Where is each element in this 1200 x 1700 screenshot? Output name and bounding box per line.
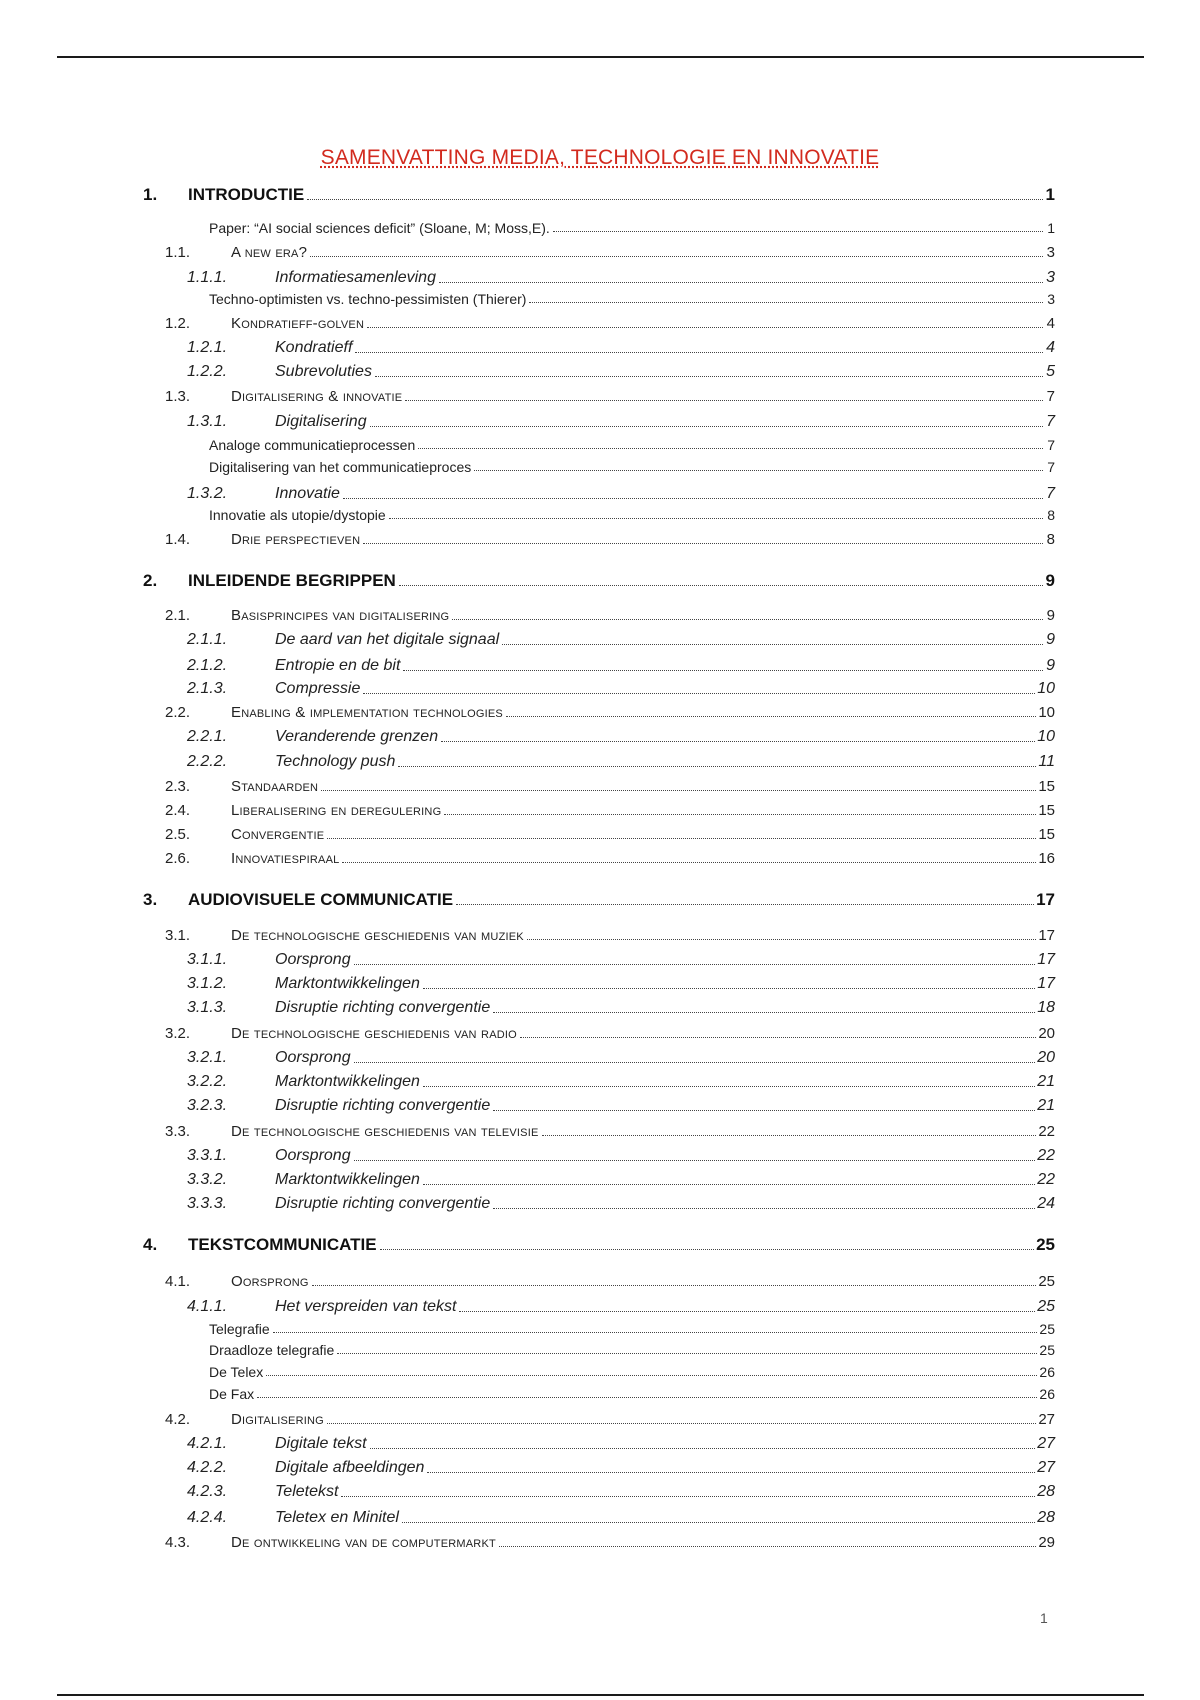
- toc-entry[interactable]: [187, 658, 1055, 674]
- toc-entry-page: 21: [1037, 1097, 1055, 1114]
- toc-dot-leader: [310, 255, 1043, 257]
- toc-entry-title: De Telex: [209, 1364, 264, 1380]
- toc-dot-leader: [402, 1521, 1035, 1523]
- toc-entry-page: 7: [1047, 437, 1055, 453]
- toc-entry-number: 3.3.: [165, 1123, 191, 1140]
- toc-entry-page: 22: [1037, 1171, 1055, 1188]
- toc-entry[interactable]: [187, 1484, 1055, 1500]
- toc-entry-title: De technologische geschiedenis van televisie: [231, 1123, 539, 1140]
- toc-entry-title: Subrevoluties: [275, 363, 372, 380]
- toc-entry-number: 2.4.: [165, 802, 191, 819]
- toc-dot-leader: [493, 1011, 1035, 1013]
- header-rule: [57, 56, 1144, 58]
- toc-entry-title: Veranderende grenzen: [275, 728, 439, 745]
- toc-entry[interactable]: [143, 186, 1055, 203]
- toc-entry-title: Kondratieff: [275, 339, 353, 356]
- toc-entry-page: 8: [1046, 531, 1055, 548]
- toc-dot-leader: [441, 740, 1035, 742]
- toc-entry-number: 4.1.: [165, 1273, 191, 1290]
- toc-entry[interactable]: [187, 1436, 1055, 1452]
- toc-entry-title: Innovatie: [275, 485, 340, 502]
- toc-entry[interactable]: [209, 221, 1055, 235]
- toc-entry[interactable]: [187, 1196, 1055, 1212]
- toc-entry-number: 2.: [143, 571, 158, 590]
- toc-entry-page: 11: [1038, 753, 1055, 770]
- toc-entry-title: De ontwikkeling van de computermarkt: [231, 1534, 496, 1551]
- toc-entry-page: 3: [1046, 244, 1055, 261]
- toc-dot-leader: [423, 1183, 1035, 1185]
- toc-entry-page: 18: [1037, 999, 1055, 1016]
- toc-entry-page: 5: [1046, 363, 1055, 380]
- toc-dot-leader: [502, 643, 1043, 645]
- toc-entry-title: TEKSTCOMMUNICATIE: [188, 1235, 377, 1254]
- toc-dot-leader: [506, 715, 1036, 717]
- toc-entry-page: 28: [1037, 1483, 1055, 1500]
- toc-entry[interactable]: [143, 1236, 1055, 1253]
- toc-entry-number: 3.2.2.: [187, 1073, 228, 1090]
- toc-entry-number: 2.1.3.: [187, 680, 228, 697]
- toc-entry-title: Liberalisering en deregulering: [231, 802, 442, 819]
- toc-entry-page: 17: [1036, 890, 1055, 909]
- toc-entry-title: INTRODUCTIE: [188, 185, 305, 204]
- toc-entry[interactable]: [187, 1050, 1055, 1066]
- toc-entry-number: 4.2.1.: [187, 1435, 228, 1452]
- toc-entry-title: Basisprincipes van digitalisering: [231, 607, 450, 624]
- toc-entry-page: 24: [1037, 1195, 1055, 1212]
- toc-dot-leader: [418, 447, 1043, 449]
- toc-entry-number: 2.6.: [165, 850, 191, 867]
- toc-entry-number: 1.1.: [165, 244, 191, 261]
- toc-dot-leader: [354, 1061, 1036, 1063]
- toc-entry-title: Informatiesamenleving: [275, 269, 436, 286]
- toc-entry-title: Teletex en Minitel: [275, 1509, 399, 1526]
- toc-entry-title: Digitalisering: [275, 413, 367, 430]
- toc-entry-page: 15: [1038, 802, 1055, 819]
- toc-entry-title: Enabling & implementation technologies: [231, 704, 503, 721]
- toc-entry-title: Teletekst: [275, 1483, 339, 1500]
- toc-entry-page: 15: [1038, 826, 1055, 843]
- toc-entry-page: 4: [1046, 315, 1055, 332]
- toc-entry-title: A new era?: [231, 244, 308, 261]
- toc-entry-page: 25: [1038, 1273, 1055, 1290]
- toc-entry-page: 26: [1039, 1386, 1055, 1402]
- toc-entry-number: 3.1.: [165, 927, 191, 944]
- toc-entry[interactable]: [187, 1460, 1055, 1476]
- toc-entry-title: Innovatiespiraal: [231, 850, 340, 867]
- toc-dot-leader: [354, 963, 1036, 965]
- toc-dot-leader: [363, 542, 1043, 544]
- toc-entry[interactable]: [187, 1172, 1055, 1188]
- toc-dot-leader: [444, 813, 1036, 815]
- toc-entry-title: Draadloze telegrafie: [209, 1342, 335, 1358]
- toc-entry-number: 1.2.2.: [187, 363, 228, 380]
- toc-entry-title: Disruptie richting convergentie: [275, 1195, 491, 1212]
- toc-entry-page: 7: [1046, 485, 1055, 502]
- toc-entry[interactable]: [187, 270, 1055, 286]
- toc-entry-title: Technology push: [275, 753, 396, 770]
- toc-entry[interactable]: [187, 952, 1055, 968]
- toc-entry-title: Marktontwikkelingen: [275, 1073, 420, 1090]
- toc-entry[interactable]: [165, 827, 1055, 842]
- toc-entry[interactable]: [209, 292, 1055, 306]
- toc-dot-leader: [456, 903, 1034, 905]
- toc-entry-title: Het verspreiden van tekst: [275, 1298, 457, 1315]
- toc-entry-title: De Fax: [209, 1386, 255, 1402]
- toc-entry[interactable]: [209, 1365, 1055, 1379]
- toc-entry-number: 1.2.1.: [187, 339, 228, 356]
- toc-entry-title: Oorsprong: [275, 1049, 351, 1066]
- toc-entry-title: Digitale afbeeldingen: [275, 1459, 425, 1476]
- toc-entry[interactable]: [187, 486, 1055, 502]
- toc-dot-leader: [341, 1495, 1035, 1497]
- toc-entry-page: 25: [1039, 1321, 1055, 1337]
- toc-entry-title: Oorsprong: [275, 951, 351, 968]
- toc-entry-number: 3.3.1.: [187, 1147, 228, 1164]
- toc-entry-number: 3.3.3.: [187, 1195, 228, 1212]
- toc-entry[interactable]: [187, 414, 1055, 430]
- toc-entry-page: 21: [1037, 1073, 1055, 1090]
- toc-entry-number: 3.1.1.: [187, 951, 228, 968]
- toc-entry-page: 15: [1038, 778, 1055, 795]
- toc-entry-page: 20: [1038, 1025, 1055, 1042]
- toc-entry-title: De aard van het digitale signaal: [275, 631, 500, 648]
- toc-dot-leader: [403, 669, 1043, 671]
- toc-entry[interactable]: [165, 316, 1055, 331]
- toc-entry-number: 1.3.: [165, 388, 191, 405]
- toc-entry-title: Compressie: [275, 680, 361, 697]
- toc-entry[interactable]: [187, 754, 1055, 770]
- toc-entry[interactable]: [165, 1535, 1055, 1550]
- toc-dot-leader: [423, 987, 1035, 989]
- toc-entry-number: 3.3.2.: [187, 1171, 228, 1188]
- toc-entry-title: Entropie en de bit: [275, 657, 401, 674]
- toc-entry[interactable]: [187, 1074, 1055, 1090]
- toc-entry-page: 9: [1045, 571, 1055, 590]
- toc-entry-title: Digitalisering: [231, 1411, 324, 1428]
- toc-entry[interactable]: [209, 1387, 1055, 1401]
- toc-dot-leader: [367, 326, 1043, 328]
- toc-entry-title: Digitalisering van het communicatieproces: [209, 459, 472, 475]
- toc-entry-page: 26: [1039, 1364, 1055, 1380]
- toc-entry-page: 10: [1037, 728, 1055, 745]
- toc-entry-title: Drie perspectieven: [231, 531, 361, 548]
- toc-entry[interactable]: [165, 245, 1055, 260]
- toc-dot-leader: [493, 1207, 1035, 1209]
- toc-dot-leader: [307, 198, 1043, 200]
- document-title: SAMENVATTING MEDIA, TECHNOLOGIE EN INNOVATIE: [320, 146, 880, 169]
- toc-entry-title: Disruptie richting convergentie: [275, 999, 491, 1016]
- toc-dot-leader: [427, 1471, 1035, 1473]
- toc-entry-page: 9: [1046, 607, 1055, 624]
- toc-entry[interactable]: [165, 532, 1055, 547]
- toc-entry[interactable]: [165, 1274, 1055, 1289]
- toc-entry[interactable]: [165, 1412, 1055, 1427]
- toc-entry[interactable]: [165, 928, 1055, 943]
- toc-entry-title: Digitale tekst: [275, 1435, 367, 1452]
- toc-entry[interactable]: [143, 572, 1055, 589]
- toc-dot-leader: [343, 497, 1043, 499]
- toc-dot-leader: [321, 789, 1036, 791]
- toc-entry[interactable]: [165, 705, 1055, 720]
- toc-entry-page: 3: [1047, 291, 1055, 307]
- toc-entry-number: 1.4.: [165, 531, 191, 548]
- toc-entry[interactable]: [165, 1124, 1055, 1139]
- toc-entry-number: 4.1.1.: [187, 1298, 228, 1315]
- toc-dot-leader: [257, 1396, 1037, 1398]
- page-number: 1: [1040, 1610, 1048, 1626]
- toc-dot-leader: [327, 1422, 1036, 1424]
- toc-entry-title: De technologische geschiedenis van radio: [231, 1025, 517, 1042]
- toc-entry-page: 17: [1037, 951, 1055, 968]
- toc-entry-title: Innovatie als utopie/dystopie: [209, 507, 386, 523]
- toc-entry-number: 3.2.: [165, 1025, 191, 1042]
- toc-entry-title: Marktontwikkelingen: [275, 1171, 420, 1188]
- toc-entry-title: Digitalisering & innovatie: [231, 388, 403, 405]
- toc-entry-page: 10: [1038, 704, 1055, 721]
- toc-entry-number: 4.: [143, 1235, 158, 1254]
- toc-dot-leader: [405, 399, 1043, 401]
- toc-dot-leader: [380, 1248, 1035, 1250]
- toc-entry-number: 4.2.2.: [187, 1459, 228, 1476]
- toc-entry[interactable]: [187, 729, 1055, 745]
- toc-entry-page: 22: [1037, 1147, 1055, 1164]
- toc-entry-number: 2.1.: [165, 607, 191, 624]
- toc-dot-leader: [354, 1159, 1036, 1161]
- toc-dot-leader: [375, 375, 1043, 377]
- toc-entry-page: 16: [1038, 850, 1055, 867]
- toc-entry-page: 25: [1036, 1235, 1055, 1254]
- toc-entry[interactable]: [187, 1510, 1055, 1526]
- toc-entry-page: 1: [1047, 220, 1055, 236]
- toc-dot-leader: [342, 861, 1036, 863]
- toc-entry[interactable]: [187, 681, 1055, 697]
- toc-entry-page: 27: [1037, 1459, 1055, 1476]
- toc-entry-title: De technologische geschiedenis van muziek: [231, 927, 524, 944]
- toc-entry-title: INLEIDENDE BEGRIPPEN: [188, 571, 396, 590]
- toc-entry-page: 25: [1037, 1298, 1055, 1315]
- toc-entry-page: 27: [1037, 1435, 1055, 1452]
- toc-dot-leader: [542, 1134, 1037, 1136]
- toc-dot-leader: [399, 584, 1043, 586]
- toc-entry-title: Paper: “AI social sciences deficit” (Sloane, M; Moss,E).: [209, 220, 550, 236]
- toc-entry-page: 22: [1038, 1123, 1055, 1140]
- toc-entry-number: 2.1.2.: [187, 657, 228, 674]
- toc-entry-number: 2.3.: [165, 778, 191, 795]
- toc-entry-title: Techno-optimisten vs. techno-pessimisten (Thierer): [209, 291, 527, 307]
- toc-entry-page: 4: [1046, 339, 1055, 356]
- footer-rule: [57, 1694, 1144, 1696]
- toc-entry-number: 4.3.: [165, 1534, 191, 1551]
- toc-dot-leader: [553, 230, 1043, 232]
- toc-entry-page: 7: [1046, 413, 1055, 430]
- toc-entry-title: Convergentie: [231, 826, 325, 843]
- toc-entry-title: Telegrafie: [209, 1321, 270, 1337]
- toc-entry[interactable]: [209, 460, 1055, 474]
- toc-entry-number: 2.1.1.: [187, 631, 228, 648]
- toc-dot-leader: [499, 1545, 1036, 1547]
- toc-entry-title: Oorsprong: [275, 1147, 351, 1164]
- toc-entry-title: Kondratieff-golven: [231, 315, 365, 332]
- toc-dot-leader: [452, 618, 1043, 620]
- toc-entry[interactable]: [187, 340, 1055, 356]
- toc-entry-number: 3.2.3.: [187, 1097, 228, 1114]
- toc-entry-page: 7: [1046, 388, 1055, 405]
- toc-entry-page: 27: [1038, 1411, 1055, 1428]
- toc-entry-page: 9: [1046, 657, 1055, 674]
- toc-entry[interactable]: [165, 1026, 1055, 1041]
- toc-dot-leader: [312, 1284, 1037, 1286]
- toc-dot-leader: [337, 1352, 1037, 1354]
- toc-entry[interactable]: [187, 364, 1055, 380]
- toc-entry[interactable]: [187, 1098, 1055, 1114]
- toc-entry-page: 9: [1046, 631, 1055, 648]
- toc-dot-leader: [370, 425, 1043, 427]
- toc-entry-number: 1.1.1.: [187, 269, 228, 286]
- toc-dot-leader: [459, 1310, 1035, 1312]
- toc-entry-page: 29: [1038, 1534, 1055, 1551]
- toc-entry[interactable]: [187, 1000, 1055, 1016]
- toc-entry[interactable]: [187, 632, 1055, 648]
- toc-entry-number: 2.2.: [165, 704, 191, 721]
- toc-entry[interactable]: [165, 779, 1055, 794]
- toc-dot-leader: [527, 938, 1036, 940]
- toc-dot-leader: [363, 692, 1035, 694]
- toc-entry-number: 2.5.: [165, 826, 191, 843]
- toc-entry-page: 17: [1038, 927, 1055, 944]
- toc-entry[interactable]: [165, 608, 1055, 623]
- toc-entry-number: 1.3.1.: [187, 413, 228, 430]
- toc-entry[interactable]: [165, 389, 1055, 404]
- toc-entry-number: 1.: [143, 185, 158, 204]
- toc-entry-page: 17: [1037, 975, 1055, 992]
- toc-entry-page: 25: [1039, 1342, 1055, 1358]
- toc-entry[interactable]: [209, 1343, 1055, 1357]
- toc-dot-leader: [266, 1374, 1037, 1376]
- toc-dot-leader: [389, 517, 1043, 519]
- toc-entry[interactable]: [209, 438, 1055, 452]
- toc-dot-leader: [493, 1109, 1035, 1111]
- toc-entry-page: 10: [1037, 680, 1055, 697]
- toc-entry[interactable]: [187, 976, 1055, 992]
- toc-entry-number: 2.2.1.: [187, 728, 228, 745]
- toc-entry-number: 3.2.1.: [187, 1049, 228, 1066]
- toc-entry-page: 8: [1047, 507, 1055, 523]
- toc-entry-page: 28: [1037, 1509, 1055, 1526]
- toc-entry-title: Standaarden: [231, 778, 319, 795]
- toc-dot-leader: [520, 1036, 1036, 1038]
- toc-dot-leader: [398, 765, 1036, 767]
- toc-entry-number: 4.2.4.: [187, 1509, 228, 1526]
- toc-entry-page: 1: [1045, 185, 1055, 204]
- toc-dot-leader: [423, 1085, 1035, 1087]
- toc-dot-leader: [327, 837, 1036, 839]
- toc-entry-number: 2.2.2.: [187, 753, 228, 770]
- toc-entry-number: 1.3.2.: [187, 485, 228, 502]
- toc-dot-leader: [355, 351, 1043, 353]
- toc-entry[interactable]: [143, 891, 1055, 908]
- toc-entry[interactable]: [187, 1299, 1055, 1315]
- toc-entry[interactable]: [165, 803, 1055, 818]
- toc-dot-leader: [370, 1447, 1036, 1449]
- toc-entry-title: Disruptie richting convergentie: [275, 1097, 491, 1114]
- toc-dot-leader: [474, 469, 1043, 471]
- toc-entry-title: Marktontwikkelingen: [275, 975, 420, 992]
- toc-entry-number: 3.: [143, 890, 158, 909]
- toc-entry[interactable]: [209, 508, 1055, 522]
- toc-dot-leader: [439, 281, 1043, 283]
- toc-dot-leader: [273, 1331, 1038, 1333]
- toc-entry-title: Analoge communicatieprocessen: [209, 437, 416, 453]
- toc-entry-title: AUDIOVISUELE COMMUNICATIE: [188, 890, 454, 909]
- toc-entry-number: 4.2.3.: [187, 1483, 228, 1500]
- toc-entry-number: 4.2.: [165, 1411, 191, 1428]
- toc-entry[interactable]: [187, 1148, 1055, 1164]
- toc-entry-page: 3: [1046, 269, 1055, 286]
- toc-entry-page: 7: [1047, 459, 1055, 475]
- toc-entry-page: 20: [1037, 1049, 1055, 1066]
- toc-entry-number: 3.1.3.: [187, 999, 228, 1016]
- toc-entry-number: 3.1.2.: [187, 975, 228, 992]
- toc-entry-title: Oorsprong: [231, 1273, 309, 1290]
- toc-dot-leader: [529, 301, 1043, 303]
- toc-entry[interactable]: [209, 1322, 1055, 1336]
- toc-entry-number: 1.2.: [165, 315, 191, 332]
- toc-entry[interactable]: [165, 851, 1055, 866]
